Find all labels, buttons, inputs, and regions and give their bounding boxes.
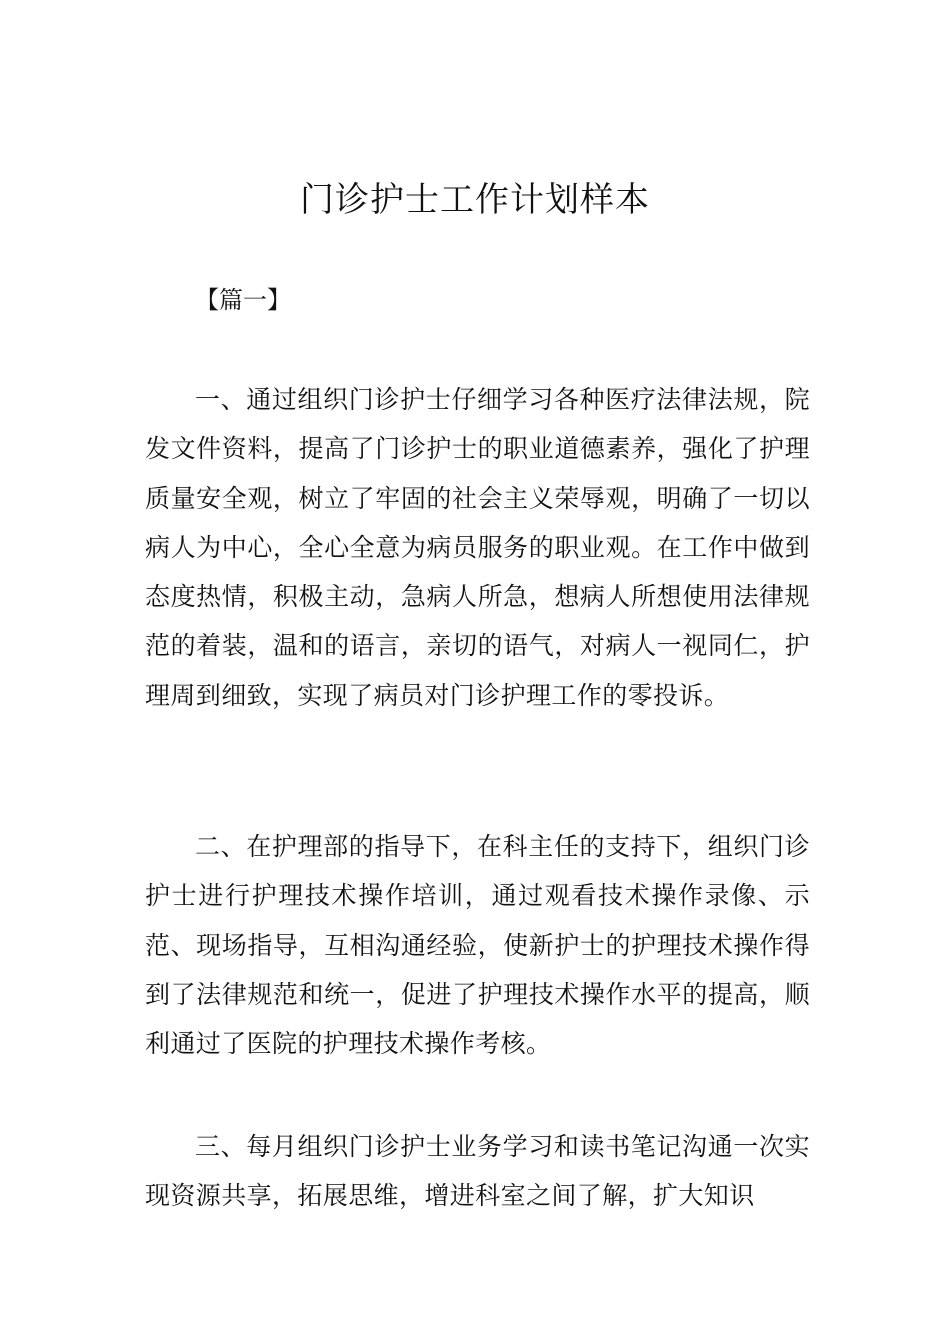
paragraph-3: 三、每月组织门诊护士业务学习和读书笔记沟通一次实现资源共享，拓展思维，增进科室之间了解，扩大知识	[145, 1132, 810, 1211]
section-label: 【篇一】	[195, 286, 291, 314]
paragraph-1: 一、通过组织门诊护士仔细学习各种医疗法律法规，院发文件资料，提高了门诊护士的职业道德素养，强化了护理质量安全观，树立了牢固的社会主义荣辱观，明确了一切以病人为中心，全心全意为病员服务的职业观。在工作中做到态度热情，积极主动，急病人所急，想病人所想使用法律规范的着装，温和的语言，亲切的语气，对病人一视同仁，护理周到细致，实现了病员对门诊护理工作的零投诉。	[145, 385, 810, 710]
paragraph-2: 二、在护理部的指导下，在科主任的支持下，组织门诊护士进行护理技术操作培训，通过观看技术操作录像、示范、现场指导，互相沟通经验，使新护士的护理技术操作得到了法律规范和统一，促进了护理技术操作水平的提高，顺利通过了医院的护理技术操作考核。	[145, 832, 810, 1059]
document-title: 门诊护士工作计划样本	[300, 180, 650, 220]
